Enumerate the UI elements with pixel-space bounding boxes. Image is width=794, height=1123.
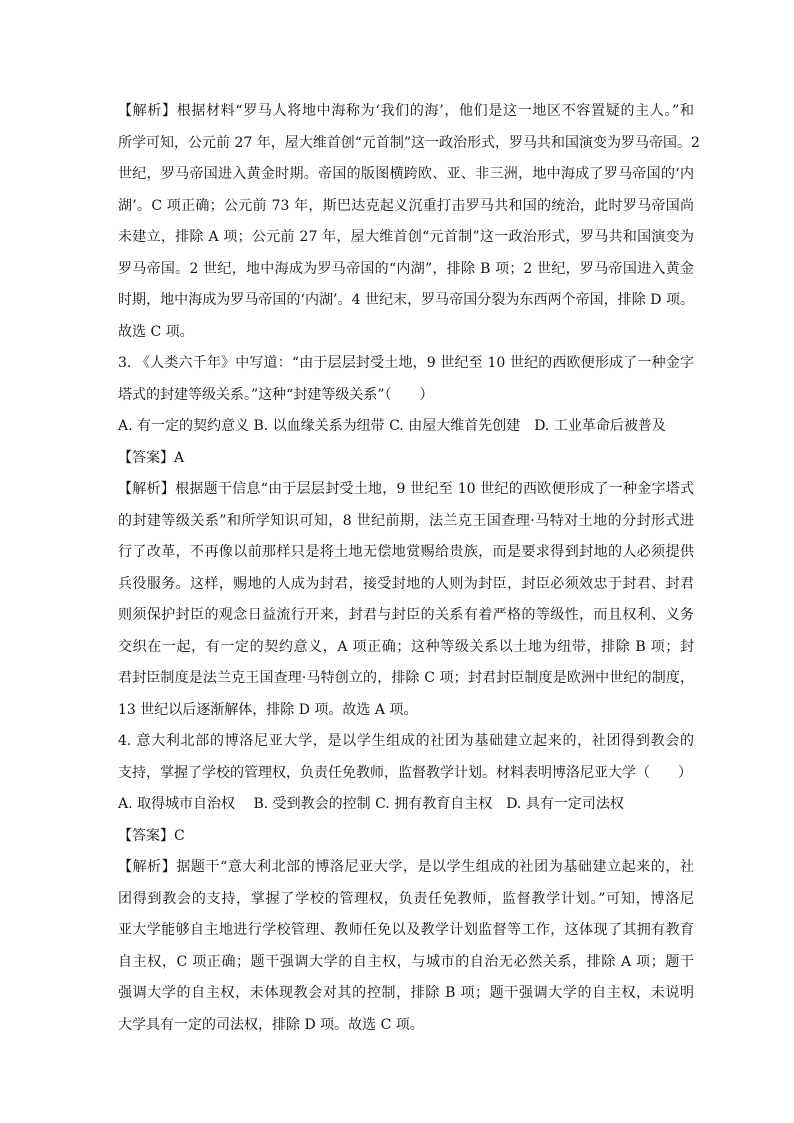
q3-options-line: A. 有一定的契约意义 B. 以血缘关系为纽带 C. 由屋大维首先创建 D. 工业革命后被普及 (118, 418, 666, 434)
q3-analysis-line: 则须保护封臣的观念日益流行开来，封君与封臣的关系有着严格的等级性，而且权利、义务 (118, 607, 694, 623)
q3-analysis-line: 13 世纪以后逐渐解体，排除 D 项。故选 A 项。 (118, 701, 418, 718)
q2-analysis-line: 罗马帝国。2 世纪，地中海成为罗马帝国的“内湖”，排除 B 项；2 世纪，罗马帝国进入黄金 (118, 260, 694, 277)
document-content (118, 96, 700, 1041)
q3-question-line: 塔式的封建等级关系。”这种“封建等级关系”（ ） (118, 386, 434, 403)
q2-analysis-line: 世纪，罗马帝国进入黄金时期。帝国的版图横跨欧、亚、非三洲，地中海成了罗马帝国的‘内 (118, 166, 694, 182)
q3-analysis-line: 【解析】根据题干信息“由于层层封受土地，9 世纪至 10 世纪的西欧便形成了一种金字塔式 (118, 481, 694, 497)
q3-analysis-line: 兵役服务。这样，赐地的人成为封君，接受封地的人则为封臣，封臣必须效忠于封君、封君 (118, 575, 694, 592)
q3-analysis-line: 君封臣制度是法兰克王国查理·马特创立的，排除 C 项；封君封臣制度是欧洲中世纪的制度， (118, 670, 694, 686)
q2-analysis-line: 【解析】根据材料“罗马人将地中海称为‘我们的海’，他们是这一地区不容置疑的主人。”和 (118, 103, 694, 119)
q4-question-line: 4. 意大利北部的博洛尼亚大学，是以学生组成的社团为基础建立起来的，社团得到教会的 (118, 733, 694, 749)
q4-question-line: 支持，掌握了学校的管理权，负责任免教师，监督教学计划。材料表明博洛尼亚大学（ ） (118, 764, 692, 781)
q2-analysis-line: 故选 C 项。 (118, 323, 194, 340)
q3-analysis-line: 交织在一起，有一定的契约意义，A 项正确；这种等级关系以土地为纽带，排除 B 项；封 (118, 638, 694, 655)
q4-analysis-line: 自主权，C 项正确；题干强调大学的自主权，与城市的自治无必然关系，排除 A 项；题干 (118, 953, 694, 970)
q4-analysis-line: 大学具有一定的司法权，排除 D 项。故选 C 项。 (118, 1016, 424, 1033)
q3-question-block (118, 348, 694, 411)
q4-options-block (118, 789, 694, 821)
q4-options-line: A. 取得城市自治权 B. 受到教会的控制 C. 拥有教育自主权 D. 具有一定司法权 (118, 796, 624, 812)
q3-analysis-line: 行了改革，不再像以前那样只是将土地无偿地赏赐给贵族，而是要求得到封地的人必须提供 (118, 544, 694, 560)
q2-analysis-line: 未建立，排除 A 项；公元前 27 年，屋大维首创“元首制”这一政治形式，罗马共和国演变为 (118, 229, 694, 245)
q3-analysis-block (118, 474, 694, 726)
q3-question-line: 3. 《人类六千年》中写道：“由于层层封受土地，9 世纪至 10 世纪的西欧便形成了一种金字 (118, 355, 694, 371)
q4-analysis-block (118, 852, 694, 1041)
q2-analysis-line: 所学可知，公元前 27 年，屋大维首创“元首制”这一政治形式，罗马共和国演变为罗马帝国。2 (118, 134, 700, 151)
q4-analysis-line: 【解析】据题干“意大利北部的博洛尼亚大学，是以学生组成的社团为基础建立起来的，社 (118, 859, 694, 875)
q3-answer-block (118, 443, 694, 475)
q3-answer-line: 【答案】A (118, 449, 185, 466)
q4-answer-line: 【答案】C (118, 827, 185, 844)
q4-analysis-line: 强调大学的自主权，未体现教会对其的控制，排除 B 项；题干强调大学的自主权，未说明 (118, 985, 694, 1001)
q4-analysis-line: 团得到教会的支持，掌握了学校的管理权，负责任免教师，监督教学计划。”可知，博洛尼 (118, 890, 694, 907)
q4-answer-block (118, 821, 694, 853)
q2-analysis-line: 湖’。C 项正确；公元前 73 年，斯巴达克起义沉重打击罗马共和国的统治，此时罗马帝国尚 (118, 197, 694, 214)
q4-analysis-line: 亚大学能够自主地进行学校管理、教师任免以及教学计划监督等工作，这体现了其拥有教育 (118, 922, 694, 938)
q3-options-block (118, 411, 694, 443)
q2-analysis-line: 时期，地中海成为罗马帝国的‘内湖’。4 世纪末，罗马帝国分裂为东西两个帝国，排除 D 项。 (118, 292, 694, 308)
q4-question-block (118, 726, 694, 789)
q2-analysis-block (118, 96, 700, 348)
q3-analysis-line: 的封建等级关系”和所学知识可知，8 世纪前期，法兰克王国查理·马特对土地的分封形式进 (118, 512, 694, 529)
